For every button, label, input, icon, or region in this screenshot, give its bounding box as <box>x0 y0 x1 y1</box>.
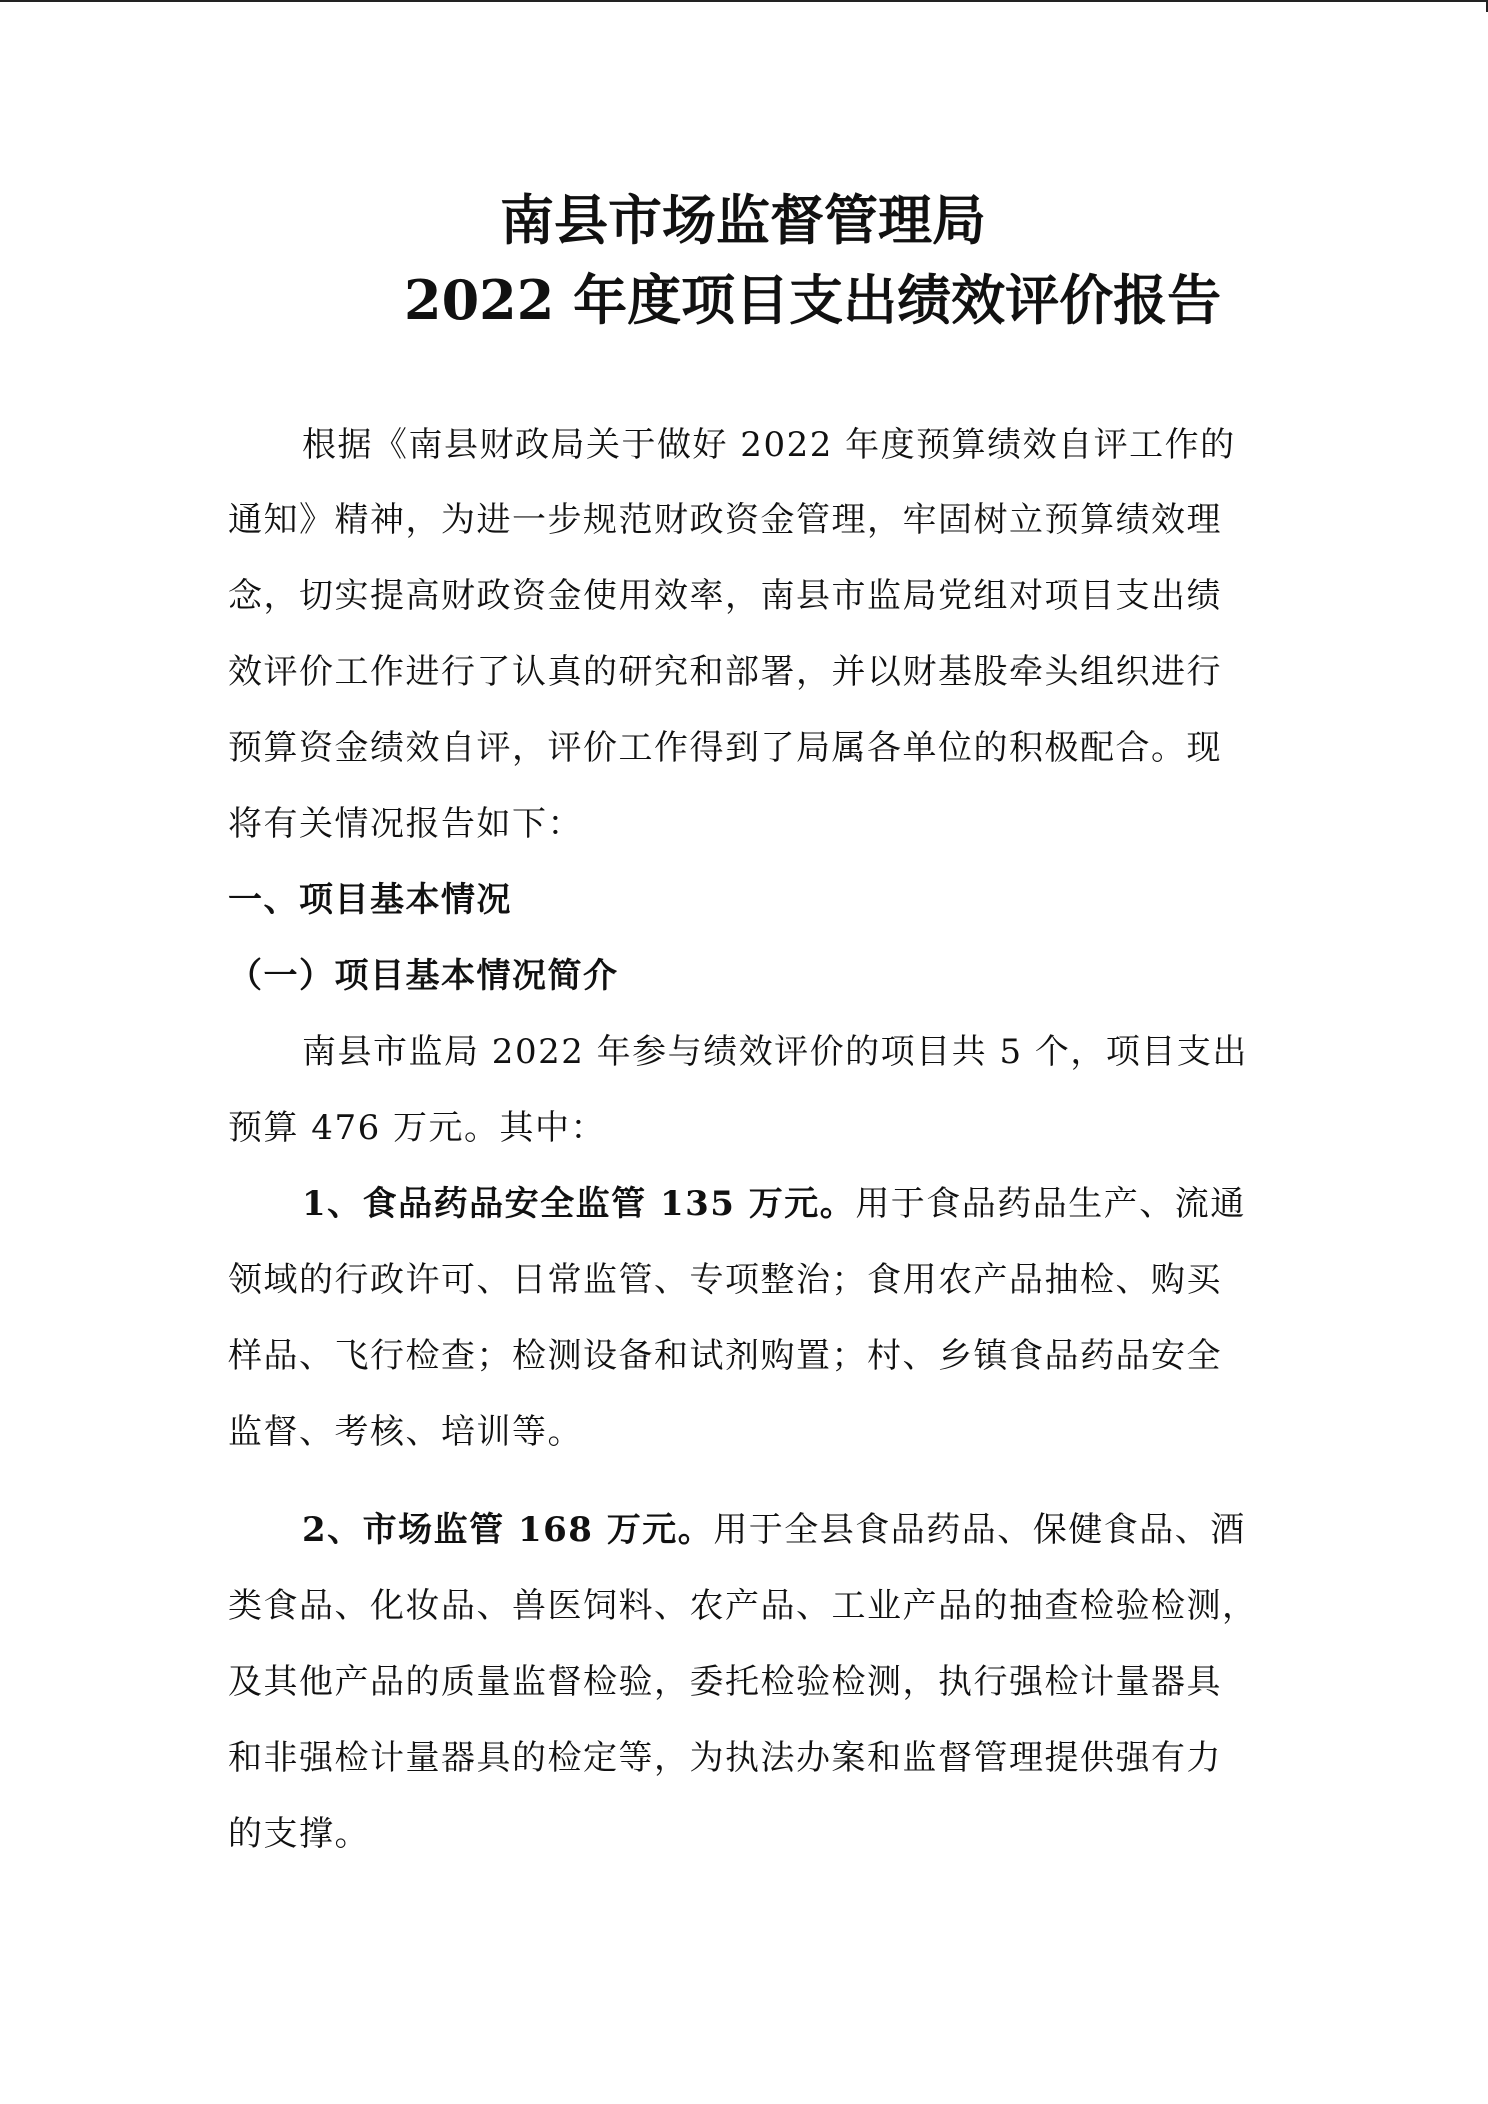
item-1-text: 用于食品药品生产、流通 <box>855 1184 1246 1224</box>
item-1-first-line <box>302 1184 1246 1224</box>
item-1-line-3: 样品、飞行检查；检测设备和试剂购置；村、乡镇食品药品安全 <box>228 1336 1222 1376</box>
item-1-line-2: 领域的行政许可、日常监管、专项整治；食用农产品抽检、购买 <box>228 1260 1222 1300</box>
page-top-border <box>0 0 1488 2</box>
summary-line-2: 预算 476 万元。其中： <box>228 1108 607 1148</box>
item-1-line-4: 监督、考核、培训等。 <box>228 1412 583 1452</box>
item-2-line-2: 类食品、化妆品、兽医饲料、农产品、工业产品的抽查检验检测， <box>228 1586 1258 1626</box>
section-heading: 一、项目基本情况 <box>228 880 512 920</box>
item-2-line-3: 及其他产品的质量监督检验，委托检验检测，执行强检计量器具 <box>228 1662 1222 1702</box>
item-1-title: 1、食品药品安全监管 135 万元。 <box>302 1184 856 1224</box>
intro-line-5: 预算资金绩效自评，评价工作得到了局属各单位的积极配合。现 <box>228 728 1222 768</box>
report-title-line-1: 南县市场监督管理局 <box>500 188 986 252</box>
item-2-first-line <box>302 1510 1246 1550</box>
report-title-line-2: 2022 年度项目支出绩效评价报告 <box>404 268 1222 332</box>
intro-line-3: 念，切实提高财政资金使用效率，南县市监局党组对项目支出绩 <box>228 576 1222 616</box>
item-2-line-4: 和非强检计量器具的检定等，为执法办案和监督管理提供强有力 <box>228 1738 1222 1778</box>
item-2-text: 用于全县食品药品、保健食品、酒 <box>713 1510 1246 1550</box>
item-2-title: 2、市场监管 168 万元。 <box>302 1510 714 1550</box>
summary-line-1: 南县市监局 2022 年参与绩效评价的项目共 5 个，项目支出 <box>302 1032 1248 1072</box>
item-2-line-5: 的支撑。 <box>228 1814 370 1854</box>
subsection-heading: （一）项目基本情况简介 <box>228 956 619 996</box>
intro-line-2: 通知》精神，为进一步规范财政资金管理，牢固树立预算绩效理 <box>228 500 1222 540</box>
intro-line-6: 将有关情况报告如下： <box>228 804 583 844</box>
intro-line-4: 效评价工作进行了认真的研究和部署，并以财基股牵头组织进行 <box>228 652 1222 692</box>
intro-line-1: 根据《南县财政局关于做好 2022 年度预算绩效自评工作的 <box>302 425 1236 465</box>
